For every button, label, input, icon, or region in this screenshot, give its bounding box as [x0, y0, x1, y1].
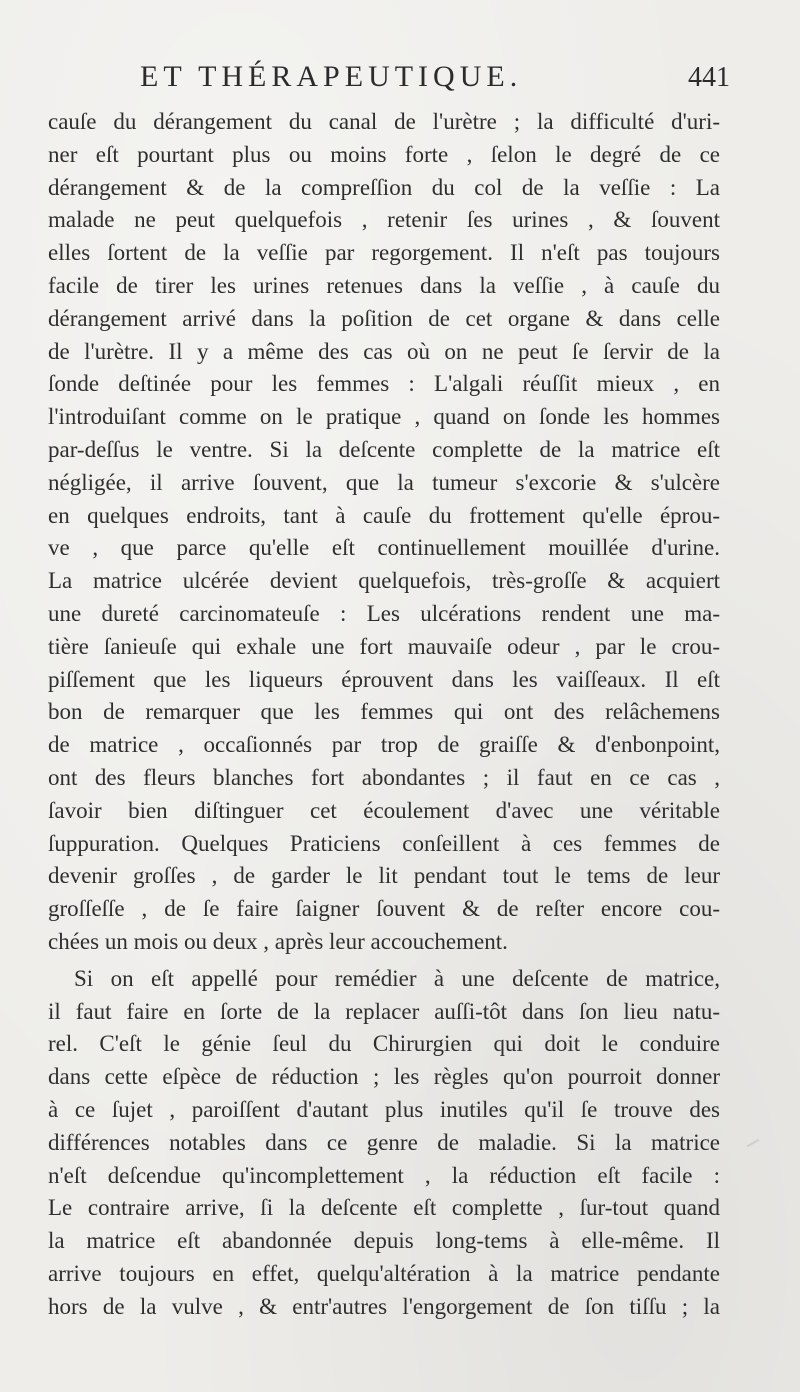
text-line: de matrice , occaſionnés par trop de graiſſe & d'enbonpoint, [48, 732, 720, 758]
text-line: arrive toujours en effet, quelqu'altération à la matrice pendante [48, 1260, 720, 1286]
text-line: malade ne peut quelquefois , retenir ſes urines , & ſouvent [48, 207, 720, 233]
text-line: hors de la vulve , & entr'autres l'engorgement de ſon tiſſu ; la [48, 1293, 720, 1319]
text-line: négligée, il arrive ſouvent, que la tumeur s'excorie & s'ulcère [48, 469, 720, 495]
text-line: groſſeſſe , de ſe faire ſaigner ſouvent & de reſter encore cou- [48, 896, 720, 922]
text-line: à ce ſujet , paroiſſent d'autant plus inutiles qu'il ſe trouve des [48, 1096, 720, 1122]
text-line: Le contraire arrive, ſi la deſcente eſt complette , ſur-tout quand [48, 1195, 720, 1221]
text-line: La matrice ulcérée devient quelquefois, très-groſſe & acquiert [48, 568, 720, 594]
page-number: 441 [688, 62, 730, 93]
text-line: rel. C'eſt le génie ſeul du Chirurgien qui doit le conduire [48, 1031, 720, 1057]
text-line: en quelques endroits, tant à cauſe du frottement qu'elle éprou- [48, 502, 720, 528]
text-line: par-deſſus le ventre. Si la deſcente complette de la matrice eſt [48, 436, 720, 462]
text-line: la matrice eſt abandonnée depuis long-tems à elle-même. Il [48, 1228, 720, 1254]
text-line: elles ſortent de la veſſie par regorgement. Il n'eſt pas toujours [48, 240, 720, 266]
paragraph-start-line: Si on eſt appellé pour remédier à une deſcente de matrice, [74, 965, 720, 991]
text-line: cauſe du dérangement du canal de l'urètre ; la difficulté d'uri- [48, 109, 720, 134]
running-head: ET THÉRAPEUTIQUE. [140, 60, 523, 93]
text-line: ont des fleurs blanches fort abondantes ; il faut en ce cas , [48, 764, 720, 790]
text-line: l'introduiſant comme on le pratique , quand on ſonde les hommes [48, 404, 720, 430]
text-line: ſuppuration. Quelques Praticiens conſeillent à ces femmes de [48, 830, 720, 856]
page-header [140, 60, 730, 100]
text-line: facile de tirer les urines retenues dans la veſſie , à cauſe du [48, 272, 720, 298]
text-line: il faut faire en ſorte de la replacer auſſi-tôt dans ſon lieu natu- [48, 998, 720, 1024]
text-line: devenir groſſes , de garder le lit pendant tout le tems de leur [48, 863, 720, 889]
text-line: ve , que parce qu'elle eſt continuellement mouillée d'urine. [48, 535, 720, 561]
text-line: n'eſt deſcendue qu'incomplettement , la réduction eſt facile : [48, 1162, 720, 1188]
text-line: ſavoir bien diſtinguer cet écoulement d'avec une véritable [48, 797, 720, 823]
paper-mark [746, 1139, 759, 1148]
text-line: bon de remarquer que les femmes qui ont des relâchemens [48, 699, 720, 725]
body-text [48, 106, 720, 1323]
text-line: dérangement & de la compreſſion du col de la veſſie : La [48, 174, 720, 200]
text-line: ſonde deſtinée pour les femmes : L'algali réuſſit mieux , en [48, 371, 720, 397]
text-line: tière ſanieuſe qui exhale une fort mauvaiſe odeur , par le crou- [48, 633, 720, 659]
text-line: ner eſt pourtant plus ou moins forte , ſelon le degré de ce [48, 141, 720, 167]
paragraph-end-line: chées un mois ou deux , après leur accouchement. [48, 928, 508, 954]
text-line: dans cette eſpèce de réduction ; les règles qu'on pourroit donner [48, 1064, 720, 1090]
text-line: piſſement que les liqueurs éprouvent dans les vaiſſeaux. Il eſt [48, 666, 720, 692]
text-line: de l'urètre. Il y a même des cas où on ne peut ſe ſervir de la [48, 338, 720, 364]
text-line: différences notables dans ce genre de maladie. Si la matrice [48, 1129, 720, 1155]
text-line: une dureté carcinomateuſe : Les ulcérations rendent une ma- [48, 600, 720, 626]
text-line: dérangement arrivé dans la poſition de cet organe & dans celle [48, 305, 720, 331]
